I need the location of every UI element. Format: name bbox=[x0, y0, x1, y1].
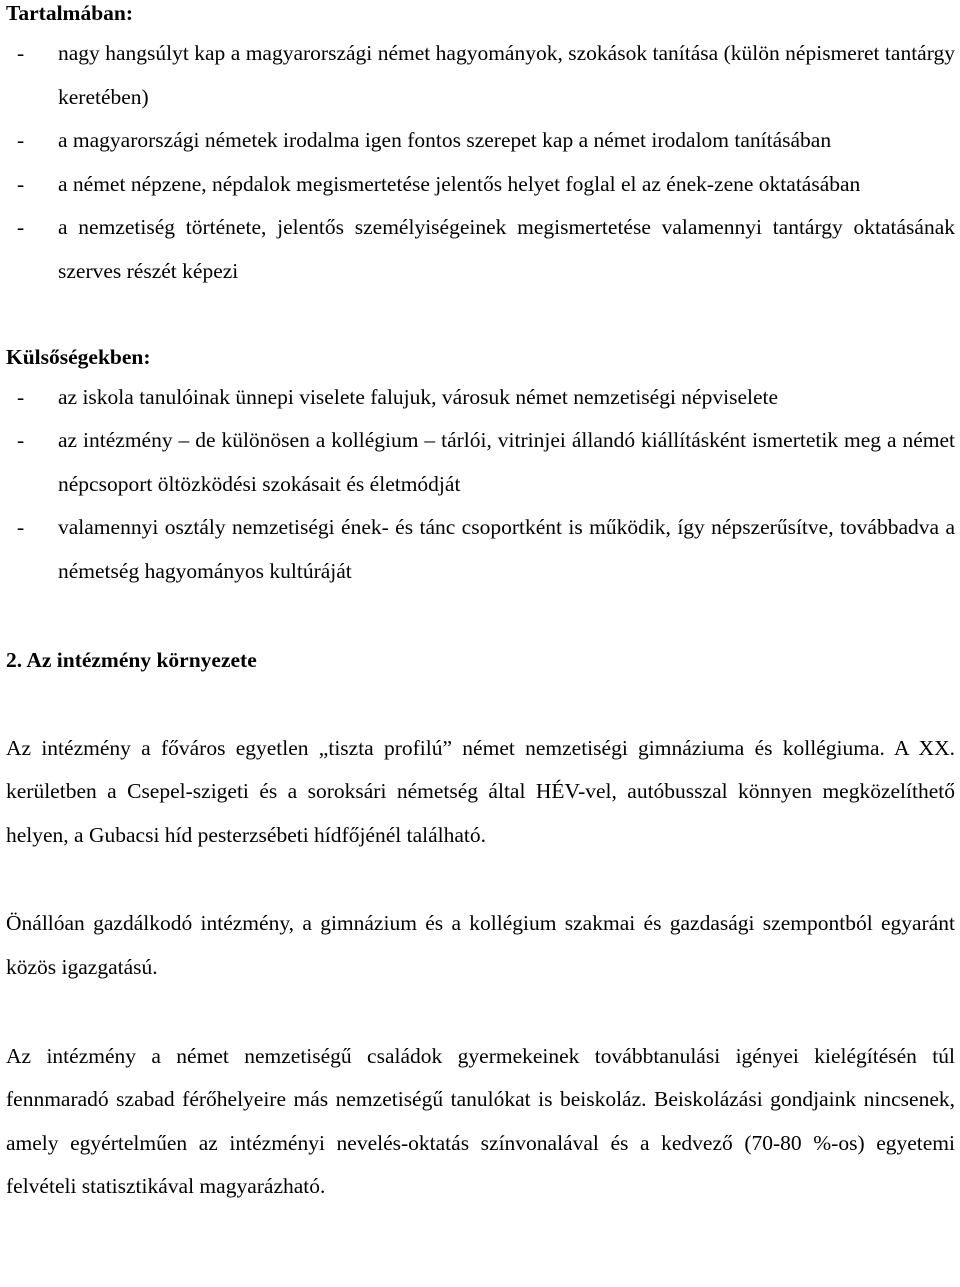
list-dash: - bbox=[17, 41, 25, 65]
list-item bbox=[6, 163, 955, 207]
external-heading: Külsőségekben: bbox=[6, 344, 151, 369]
list-dash: - bbox=[17, 171, 25, 196]
list-item-text: nagy hangsúlyt kap a magyarországi német hagyományok, szokások tanítása (külön népismeret tantárgy keretében) bbox=[58, 41, 955, 109]
list-item bbox=[6, 119, 955, 163]
list-dash: - bbox=[17, 215, 25, 240]
list-item-text: az intézmény – de különösen a kollégium – tárlói, vitrinjei állandó kiállításként ismertetik meg a német népcsoport öltözködési szokásait és életmódját bbox=[58, 428, 955, 496]
document-page bbox=[6, 0, 955, 1209]
paragraph: Önállóan gazdálkodó intézmény, a gimnázium és a kollégium szakmai és gazdasági szempontból egyaránt közös igazgatású. bbox=[6, 911, 955, 979]
list-item bbox=[6, 506, 955, 593]
list-item-text: a német népzene, népdalok megismertetése jelentős helyet foglal el az ének-zene oktatásában bbox=[58, 171, 861, 196]
list-item-text: az iskola tanulóinak ünnepi viselete falujuk, városuk német nemzetiségi népviselete bbox=[58, 384, 779, 409]
list-dash: - bbox=[17, 128, 25, 153]
paragraph: Az intézmény a főváros egyetlen „tiszta profilú” német nemzetiségi gimnáziuma és kollégiuma. A XX. kerületben a Csepel-szigeti és a soroksári németség által HÉV-vel, autóbusszal könnyen megközelíthető helyen, a Gubacsi híd pesterzsébeti hídfőjénél található. bbox=[6, 735, 955, 847]
list-item bbox=[6, 32, 955, 119]
list-item bbox=[6, 419, 955, 506]
section-title: 2. Az intézmény környezete bbox=[6, 647, 257, 672]
list-dash: - bbox=[17, 384, 25, 409]
list-item-text: valamennyi osztály nemzetiségi ének- és tánc csoportként is működik, így népszerűsítve, továbbadva a németség hagyományos kultúráját bbox=[58, 515, 955, 583]
paragraph: Az intézmény a német nemzetiségű családok gyermekeinek továbbtanulási igényei kielégítésén túl fennmaradó szabad férőhelyeire más nemzetiségű tanulókat is beiskoláz. Beiskolázási gondjaink nincsenek, amely egyértelműen az intézményi nevelés-oktatás színvonalával és a kedvező (70-80 %-os) egyetemi felvételi statisztikával magyarázható. bbox=[6, 1043, 955, 1199]
content-heading: Tartalmában: bbox=[6, 1, 134, 25]
list-dash: - bbox=[17, 428, 25, 453]
list-dash: - bbox=[17, 515, 25, 540]
list-item-text: a magyarországi németek irodalma igen fontos szerepet kap a német irodalom tanításában bbox=[58, 128, 832, 153]
list-item bbox=[6, 376, 955, 420]
list-item-text: a nemzetiség története, jelentős személyiségeinek megismertetése valamennyi tantárgy oktatásának szerves részét képezi bbox=[58, 215, 955, 283]
list-item bbox=[6, 206, 955, 293]
